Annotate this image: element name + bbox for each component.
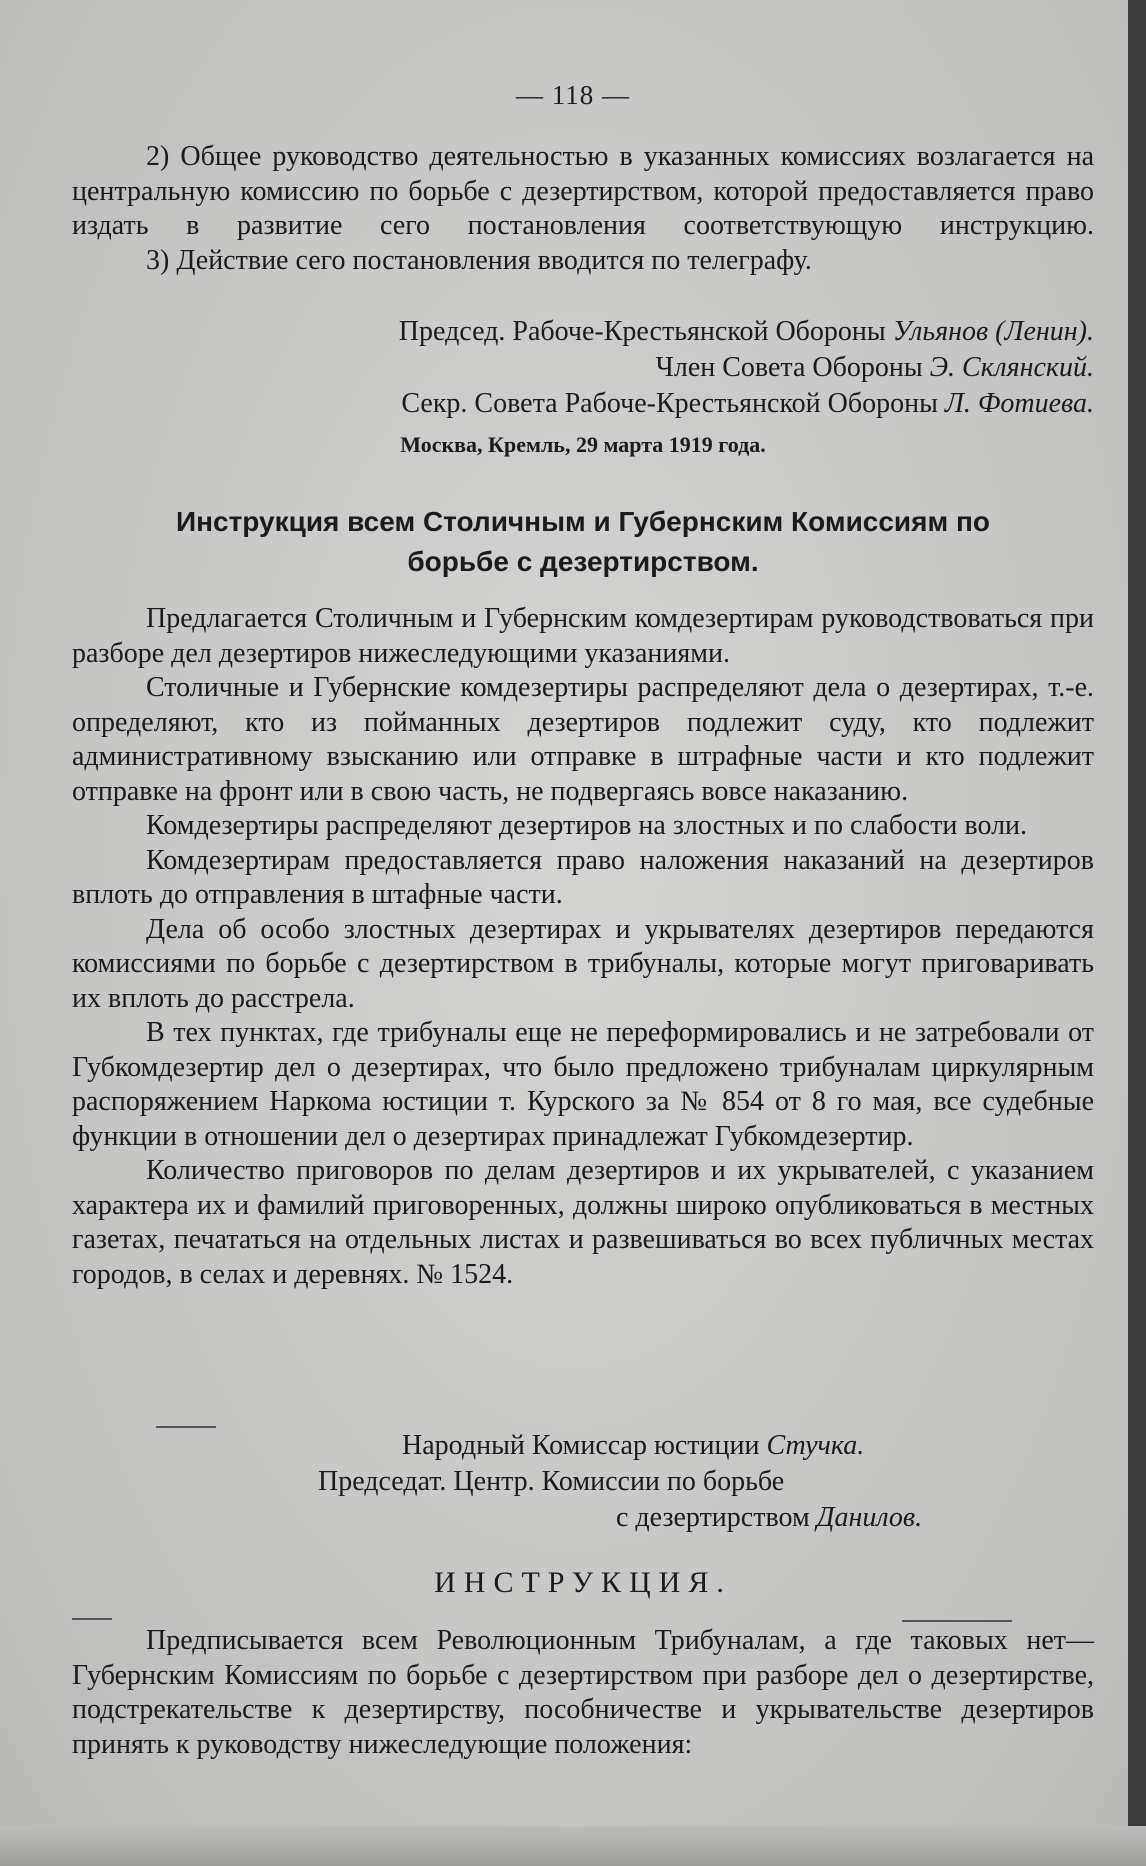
second-instruction-heading-wrap (72, 1566, 1094, 1600)
page-edge-shadow (1128, 0, 1146, 1866)
second-instruction-paragraph: Предписывается всем Революционным Трибуналам, а где таковых нет—Губернским Комиссиям по борьбе с дезертирством при разборе дел о дезертирстве, подстрекательстве к дезертирству, пособничестве и укрывательстве дезертиров принять к руководству нижеследующие положения: (72, 1625, 1094, 1760)
second-instruction-title: ИНСТРУКЦИЯ. (434, 1566, 732, 1599)
decree-place-date: Москва, Кремль, 29 марта 1919 года. (400, 432, 766, 457)
signature-danilov: с дезертирством Данилов. (616, 1502, 923, 1533)
decree-signatures (72, 314, 1094, 422)
page-number: — 118 — (516, 80, 630, 110)
instruction-paragraph-1: Предлагается Столичным и Губернским комдезертирам руководствоваться при разборе дел дезертиров нижеследующими указаниями. (72, 603, 1094, 669)
signature-chairman: Председ. Рабоче-Крестьянской Обороны Ульянов (Ленин). (398, 316, 1094, 347)
instruction-paragraph-2: Столичные и Губернские комдезертиры распределяют дела о дезертирах, т.-е. определяют, кто из пойманных дезертиров подлежит суду, кто подлежит административному взысканию или отправке в штрафные части и кто подлежит отправке на фронт или в свою часть, не подвергаясь вовсе наказанию. (72, 672, 1094, 807)
signature-central-commission: Председат. Центр. Комиссии по борьбе (318, 1466, 785, 1497)
second-instruction-body (72, 1624, 1094, 1762)
decree-body (72, 140, 1094, 278)
instruction-paragraph-4: Комдезертирам предоставляется право наложения наказаний на дезертиров вплоть до отправления в штафные части. (72, 844, 1094, 910)
decree-paragraph-2: 2) Общее руководство деятельностью в указанных комиссиях возлагается на центральную комиссию по борьбе с дезертирством, которой предоставляется право издать в развитие сего постановления соответствующую инструкцию. (72, 141, 1094, 241)
instruction-title-line-2: борьбе с дезертирством. (407, 546, 759, 577)
signature-secretary: Секр. Совета Рабоче-Крестьянской Обороны Л. Фотиева. (401, 388, 1094, 419)
decree-paragraph-3: 3) Действие сего постановления вводится по телеграфу. (146, 244, 812, 276)
instruction-paragraph-5: Дела об особо злостных дезертирах и укрывателях дезертиров передаются комиссиями по борьбе с дезертирством в трибуналы, которые могут приговаривать их вплоть до расстрела. (72, 913, 1094, 1014)
instruction-paragraph-6: В тех пунктах, где трибуналы еще не переформировались и не затребовали от Губкомдезертир дел о дезертирах, что было предложено трибуналам циркулярным распоряжением Наркома юстиции т. Курского за № 854 от 8 го мая, все судебные функции в отношении дел о дезертирах принадлежат Губкомдезертир. (72, 1017, 1094, 1152)
separator-dash-right (902, 1620, 1012, 1622)
instruction-paragraph-7: Количество приговоров по делам дезертиров и их укрывателей, с указанием характера их и фамилий приговоренных, должны широко опубликоваться в местных газетах, печататься на отдельных листах и развешиваться во всех публичных местах городов, в селах и деревнях. № 1524. (72, 1155, 1094, 1290)
page-bottom-margin (0, 1826, 1146, 1866)
instruction-heading (72, 502, 1094, 582)
instruction-body (72, 602, 1094, 1292)
separator-dash-left (72, 1618, 112, 1620)
decree-place-date-wrap (72, 432, 1094, 458)
instruction-title-line-1: Инструкция всем Столичным и Губернским Комиссиям по (175, 506, 990, 537)
signature-member: Член Совета Обороны Э. Склянский. (655, 352, 1094, 383)
instruction-signatures (0, 1428, 1146, 1536)
instruction-paragraph-3: Комдезертиры распределяют дезертиров на злостных и по слабости воли. (146, 810, 1028, 841)
signature-commissar: Народный Комиссар юстиции Стучка. (402, 1430, 865, 1461)
